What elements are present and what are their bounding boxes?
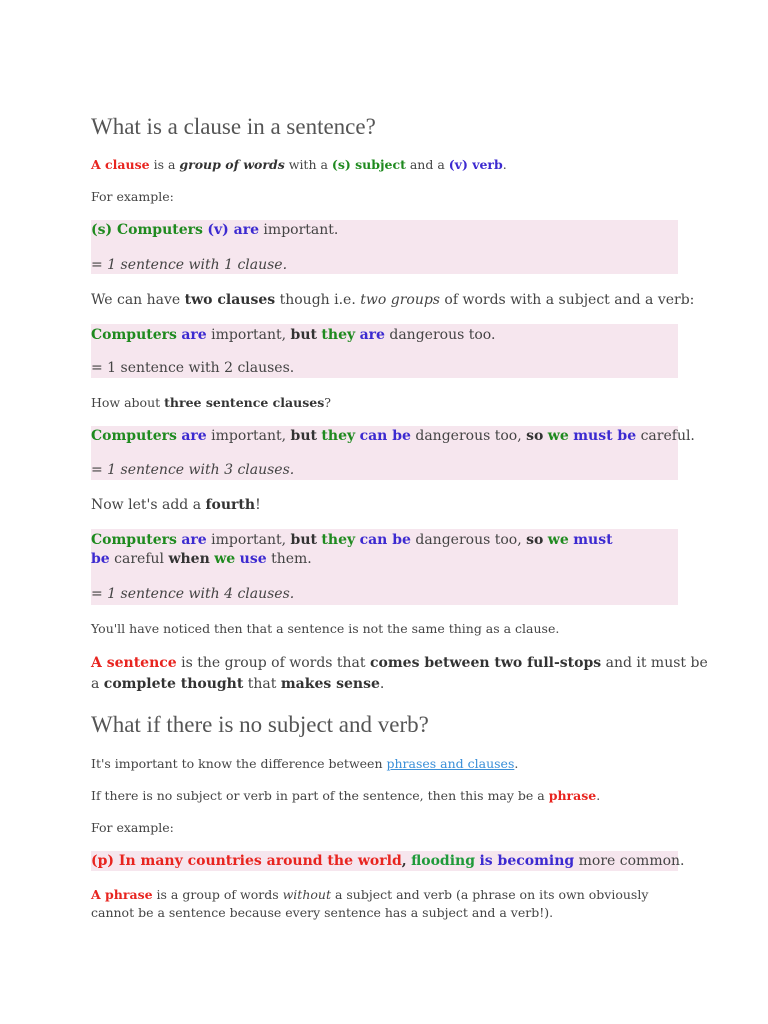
example-box-3 — [91, 426, 695, 480]
example-4-result: = 1 sentence with 4 clauses. — [91, 586, 295, 602]
example-4-sentence-line-1 — [91, 531, 613, 550]
term-a-sentence: A sentence — [91, 655, 177, 671]
bold-text: comes between two full-stops — [369, 655, 602, 671]
conjunction-word: so — [526, 532, 544, 548]
text: It's important to know the difference between — [91, 756, 387, 771]
example-box-2 — [91, 324, 678, 378]
fourth-text — [91, 496, 261, 514]
verb-word: must be — [573, 428, 637, 444]
term-phrase: phrase — [548, 788, 597, 803]
text: dangerous too, — [410, 428, 527, 444]
text: , — [401, 853, 407, 869]
subject-word: they — [321, 327, 356, 343]
two-clauses-text — [91, 291, 694, 309]
verb-word: use — [239, 551, 267, 567]
example-1-result: = 1 sentence with 1 clause. — [91, 257, 288, 273]
example-4-sentence-line-2 — [91, 550, 312, 569]
text: a subject and verb (a phrase on its own obviously cannot be a sentence because every sentence has a subject and a verb!). — [91, 887, 649, 920]
example-3-result: = 1 sentence with 3 clauses. — [91, 462, 295, 478]
bold-text: three sentence clauses — [164, 395, 325, 410]
text: them. — [266, 551, 312, 567]
text: . — [502, 157, 507, 172]
bold-text: makes sense — [280, 676, 380, 692]
text: with a — [284, 157, 332, 172]
three-clauses-text — [91, 394, 331, 412]
phrases-and-clauses-link[interactable]: phrases and clauses — [386, 756, 515, 771]
verb-word: are — [181, 327, 207, 343]
text: is a — [149, 157, 180, 172]
subject-word: we — [547, 532, 569, 548]
italic-text: two groups — [360, 292, 440, 308]
text: and it must be — [601, 655, 708, 671]
text: We can have — [91, 292, 185, 308]
example-3-sentence — [91, 427, 695, 446]
text: careful. — [636, 428, 695, 444]
bold-text: two clauses — [184, 292, 276, 308]
verb-word: are — [181, 532, 207, 548]
subject-word: we — [214, 551, 236, 567]
text: of words with a subject and a verb: — [439, 292, 695, 308]
example-1-sentence — [91, 221, 338, 240]
subject-word: we — [547, 428, 569, 444]
text: ? — [324, 395, 331, 410]
subject-word: Computers — [91, 327, 177, 343]
text: important, — [206, 532, 291, 548]
example-box-5 — [91, 851, 685, 871]
text: Now let's add a — [91, 497, 206, 513]
text: a — [91, 676, 104, 692]
verb-word: is becoming — [479, 853, 575, 869]
verb-word: be — [91, 551, 110, 567]
phrase-part: (p) In many countries around the world — [91, 853, 402, 869]
subject-word: flooding — [411, 853, 475, 869]
term-a-clause: A clause — [91, 157, 150, 172]
sentence-definition — [91, 653, 708, 695]
term-group-of-words: group of words — [179, 157, 285, 172]
conjunction-word: but — [290, 327, 317, 343]
subject-word: Computers — [91, 532, 177, 548]
text: . — [514, 756, 519, 771]
conjunction-word: but — [290, 532, 317, 548]
text: If there is no subject or verb in part of the sentence, then this may be a — [91, 788, 549, 803]
term-verb: (v) verb — [448, 157, 503, 172]
conjunction-word: but — [290, 428, 317, 444]
verb-word: are — [359, 327, 385, 343]
subject-word: they — [321, 428, 356, 444]
text: though i.e. — [275, 292, 361, 308]
example-box-1 — [91, 220, 678, 274]
heading-no-subject-verb: What if there is no subject and verb? — [91, 712, 429, 737]
text: careful — [109, 551, 169, 567]
bold-text: complete thought — [103, 676, 244, 692]
text: and a — [405, 157, 449, 172]
verb-word: can be — [359, 532, 411, 548]
verb-word: (v) are — [207, 222, 259, 238]
for-example-2: For example: — [91, 820, 174, 835]
example-2-result: = 1 sentence with 2 clauses. — [91, 360, 295, 376]
text: more common. — [574, 853, 685, 869]
text: . — [596, 788, 601, 803]
text: important. — [258, 222, 339, 238]
subject-word: (s) Computers — [91, 222, 203, 238]
heading-clause: What is a clause in a sentence? — [91, 114, 376, 139]
italic-text: without — [282, 887, 331, 902]
text: . — [379, 676, 385, 692]
text: ! — [255, 497, 261, 513]
for-example-1: For example: — [91, 189, 174, 204]
verb-word: must — [573, 532, 613, 548]
text: How about — [91, 395, 165, 410]
noticed-text: You'll have noticed then that a sentence is not the same thing as a clause. — [91, 621, 560, 636]
important-text — [91, 755, 518, 773]
subject-word: Computers — [91, 428, 177, 444]
text: important, — [206, 428, 291, 444]
example-2-sentence — [91, 326, 495, 345]
conjunction-word: so — [526, 428, 544, 444]
phrase-definition — [91, 886, 676, 922]
term-a-phrase: A phrase — [91, 887, 153, 902]
text: is the group of words that — [176, 655, 370, 671]
example-box-4 — [91, 529, 678, 605]
verb-word: can be — [359, 428, 411, 444]
no-subject-text — [91, 787, 600, 805]
clause-definition — [91, 156, 507, 174]
example-5-sentence — [91, 852, 685, 871]
text: is a group of words — [152, 887, 283, 902]
bold-text: fourth — [205, 497, 256, 513]
text: that — [243, 676, 281, 692]
subject-word: they — [321, 532, 356, 548]
text: important, — [206, 327, 291, 343]
term-subject: (s) subject — [331, 157, 406, 172]
text: dangerous too. — [384, 327, 496, 343]
conjunction-word: when — [168, 551, 210, 567]
text: dangerous too, — [410, 532, 527, 548]
verb-word: are — [181, 428, 207, 444]
